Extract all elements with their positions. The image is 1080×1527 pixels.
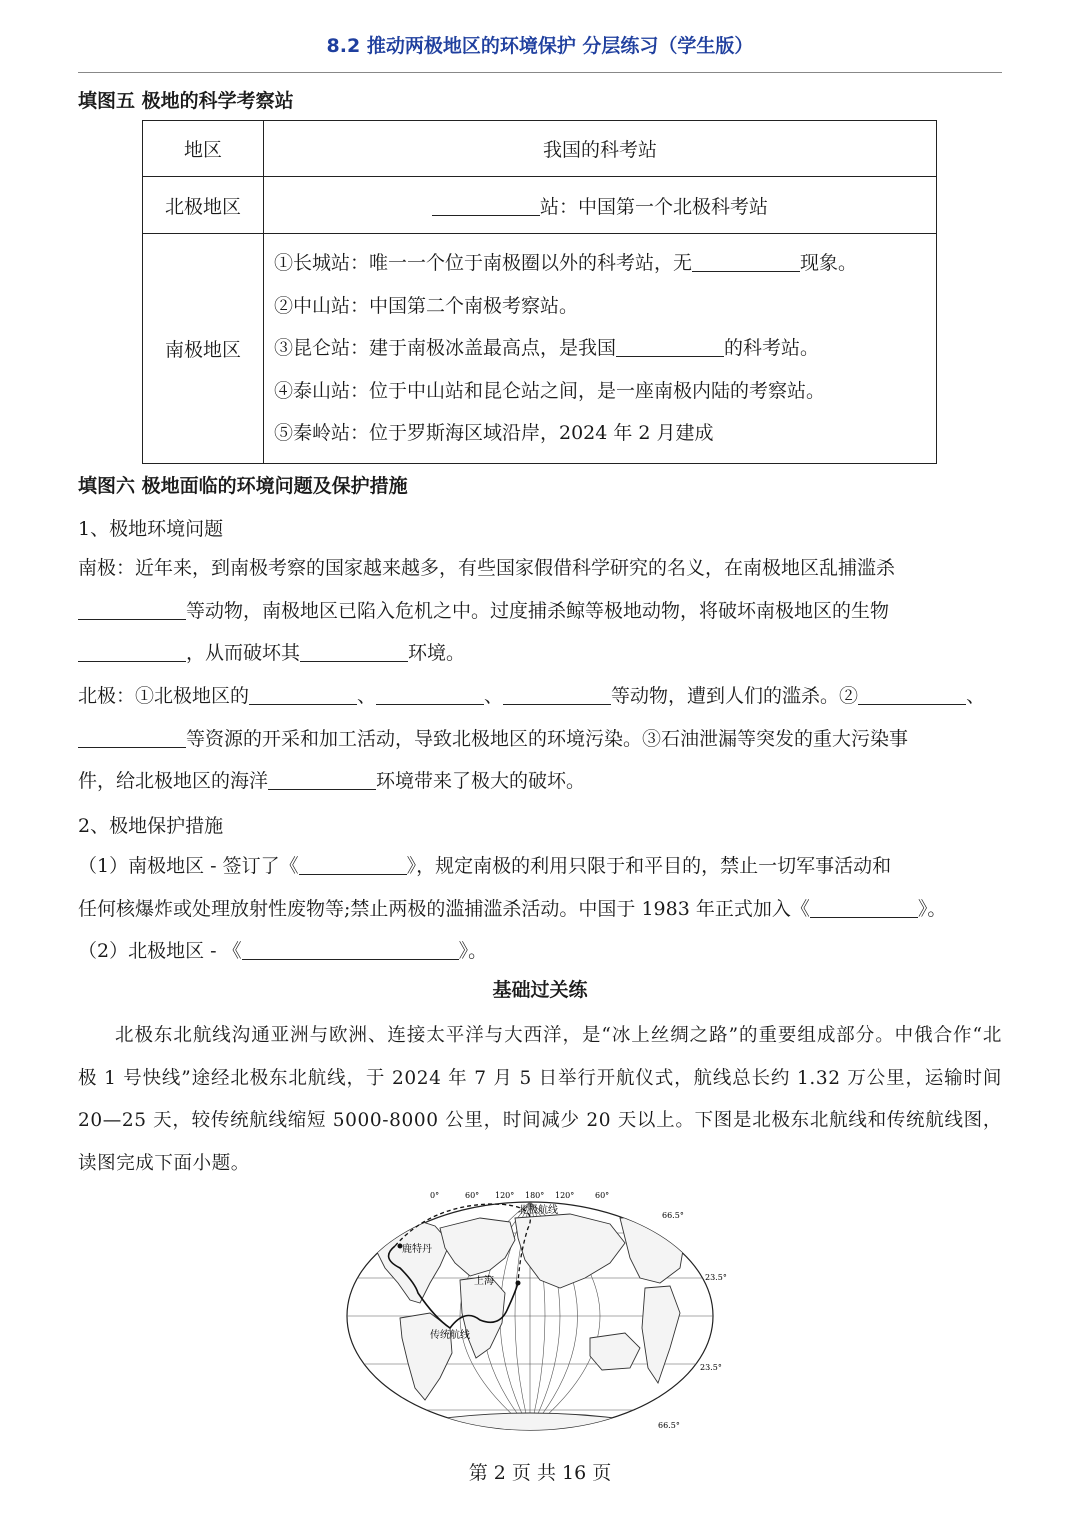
south-station-3-text: ③昆仑站：建于南极冰盖最高点，是我国 — [274, 337, 617, 359]
protection-paragraph — [78, 845, 1002, 973]
lat-235s-label: 23.5° — [700, 1363, 722, 1372]
lon-120b-label: 120° — [555, 1191, 575, 1200]
arctic-line-3-tail: 环境带来了极大的破坏。 — [376, 770, 586, 792]
antarctic-line-2-text: 等动物，南极地区已陷入危机之中。过度捕杀鲸等极地动物，将破坏南极地区的生物 — [186, 599, 890, 622]
shanghai-label: 上海 — [474, 1276, 494, 1287]
measure-line-2 — [78, 888, 1002, 931]
protection-heading: 2、极地保护措施 — [78, 815, 224, 837]
lon-120a-label: 120° — [495, 1191, 515, 1200]
fill-blank[interactable] — [242, 939, 459, 960]
south-station-cell — [264, 234, 937, 464]
measure-line-1 — [78, 845, 1002, 888]
south-station-4: ④泰山站：位于中山站和昆仑站之间，是一座南极内陆的考察站。 — [274, 379, 826, 402]
measure-line-2-text: 任何核爆炸或处理放射性废物等;禁止两极的滥捕滥杀活动。中国于 1983 年正式加入《 — [78, 897, 810, 920]
stations-table — [142, 120, 937, 464]
measure-line-1-tail: 》，规定南极的利用只限于和平目的，禁止一切军事活动和 — [406, 855, 892, 877]
lon-0-label: 0° — [430, 1191, 440, 1200]
section5-title: 填图五 极地的科学考察站 — [78, 90, 294, 112]
south-station-5: ⑤秦岭站：位于罗斯海区域沿岸，2024 年 2 月建成 — [274, 422, 714, 444]
arctic-problems-paragraph — [78, 675, 1002, 803]
fill-blank[interactable] — [78, 727, 186, 748]
fill-blank[interactable] — [78, 599, 186, 620]
lat-665s-label: 66.5° — [658, 1421, 680, 1430]
lat-665n-label: 66.5° — [662, 1211, 684, 1220]
arctic-line-3-text: 件，给北极地区的海洋 — [78, 770, 269, 792]
table-header-region: 地区 — [143, 121, 264, 177]
rotterdam-label: 鹿特丹 — [402, 1244, 432, 1255]
page-header-title: 8.2 推动两极地区的环境保护 分层练习（学生版） — [326, 35, 754, 57]
fill-blank[interactable] — [268, 769, 376, 790]
lat-235n-label: 23.5° — [705, 1273, 727, 1282]
north-station-cell — [264, 177, 937, 234]
lon-60b-label: 60° — [595, 1191, 610, 1200]
south-station-1 — [274, 242, 926, 285]
lon-180-label: 180° — [525, 1191, 545, 1200]
south-region-cell: 南极地区 — [143, 234, 264, 464]
south-station-1-text: ①长城站：唯一一个位于南极圈以外的科考站，无 — [274, 252, 693, 274]
south-station-3-tail: 的科考站。 — [724, 337, 820, 359]
antarctic-line-3-tail: 环境。 — [408, 642, 466, 664]
arctic-line-1-text: 北极：①北极地区的 — [78, 685, 250, 707]
arctic-line-1 — [78, 675, 1002, 718]
fill-blank[interactable] — [249, 684, 357, 705]
fill-blank[interactable] — [432, 195, 540, 216]
fill-blank[interactable] — [810, 897, 918, 918]
fill-blank[interactable] — [503, 684, 611, 705]
fill-blank[interactable] — [300, 641, 408, 662]
shipping-route-map — [340, 1188, 740, 1436]
fill-blank[interactable] — [692, 251, 800, 272]
north-station-text: 站：中国第一个北极科考站 — [539, 195, 768, 218]
header-divider — [78, 72, 1002, 73]
measure-line-2-tail: 》。 — [917, 897, 947, 920]
antarctic-line-3 — [78, 632, 1002, 675]
measure-line-3-tail: 》。 — [458, 940, 488, 962]
south-station-3 — [274, 327, 926, 370]
antarctic-problems-paragraph — [78, 547, 1002, 675]
practice-intro-text: 北极东北航线沟通亚洲与欧洲、连接太平洋与大西洋，是“冰上丝绸之路”的重要组成部分。中俄合作“北极 1 号快线”途经北极东北航线，于 2024 年 7 月 5 日举行开航仪式，航线总长约 1.32 万公里，运输时间 20—25 天，较传统航线缩短 5000-8000 公里，时间减少 20 天以上。下图是北极东北航线和传统航线图，读图完成下面小题。 — [78, 1025, 1002, 1174]
arctic-line-2-text: 等资源的开采和加工活动，导致北极地区的环境污染。③石油泄漏等突发的重大污染事 — [186, 727, 909, 750]
antarctic-line-2 — [78, 590, 1002, 633]
arctic-line-3 — [78, 760, 1002, 803]
arctic-route-label: 北极航线 — [518, 1205, 558, 1216]
table-header-station: 我国的科考站 — [264, 121, 937, 177]
env-problems-heading: 1、极地环境问题 — [78, 518, 224, 540]
practice-intro — [78, 1015, 1002, 1185]
separator: 、 — [357, 685, 377, 707]
antarctic-line-3-text: ，从而破坏其 — [186, 642, 301, 664]
separator: 、 — [484, 685, 504, 707]
arctic-line-1-mid: 等动物，遭到人们的滥杀。② — [611, 685, 859, 707]
page-footer: 第 2 页 共 16 页 — [468, 1462, 612, 1484]
practice-title: 基础过关练 — [492, 979, 588, 1001]
shanghai-marker — [516, 1281, 521, 1286]
south-station-2: ②中山站：中国第二个南极考察站。 — [274, 294, 579, 317]
fill-blank[interactable] — [299, 854, 407, 875]
antarctic-line-1: 南极：近年来，到南极考察的国家越来越多，有些国家假借科学研究的名义，在南极地区乱捕滥杀 — [78, 557, 896, 579]
fill-blank[interactable] — [78, 641, 186, 662]
fill-blank[interactable] — [376, 684, 484, 705]
north-region-cell: 北极地区 — [143, 177, 264, 234]
measure-line-3 — [78, 930, 1002, 973]
measure-line-1-text: （1）南极地区 - 签订了《 — [78, 855, 299, 877]
section6-title: 填图六 极地面临的环境问题及保护措施 — [78, 475, 408, 497]
fill-blank[interactable] — [616, 336, 724, 357]
measure-line-3-text: （2）北极地区 - 《 — [78, 940, 242, 962]
arctic-line-2 — [78, 718, 1002, 761]
south-station-1-tail: 现象。 — [800, 252, 858, 274]
lon-60a-label: 60° — [465, 1191, 480, 1200]
fill-blank[interactable] — [858, 684, 966, 705]
separator: 、 — [966, 685, 986, 707]
traditional-route-label: 传统航线 — [430, 1330, 470, 1341]
